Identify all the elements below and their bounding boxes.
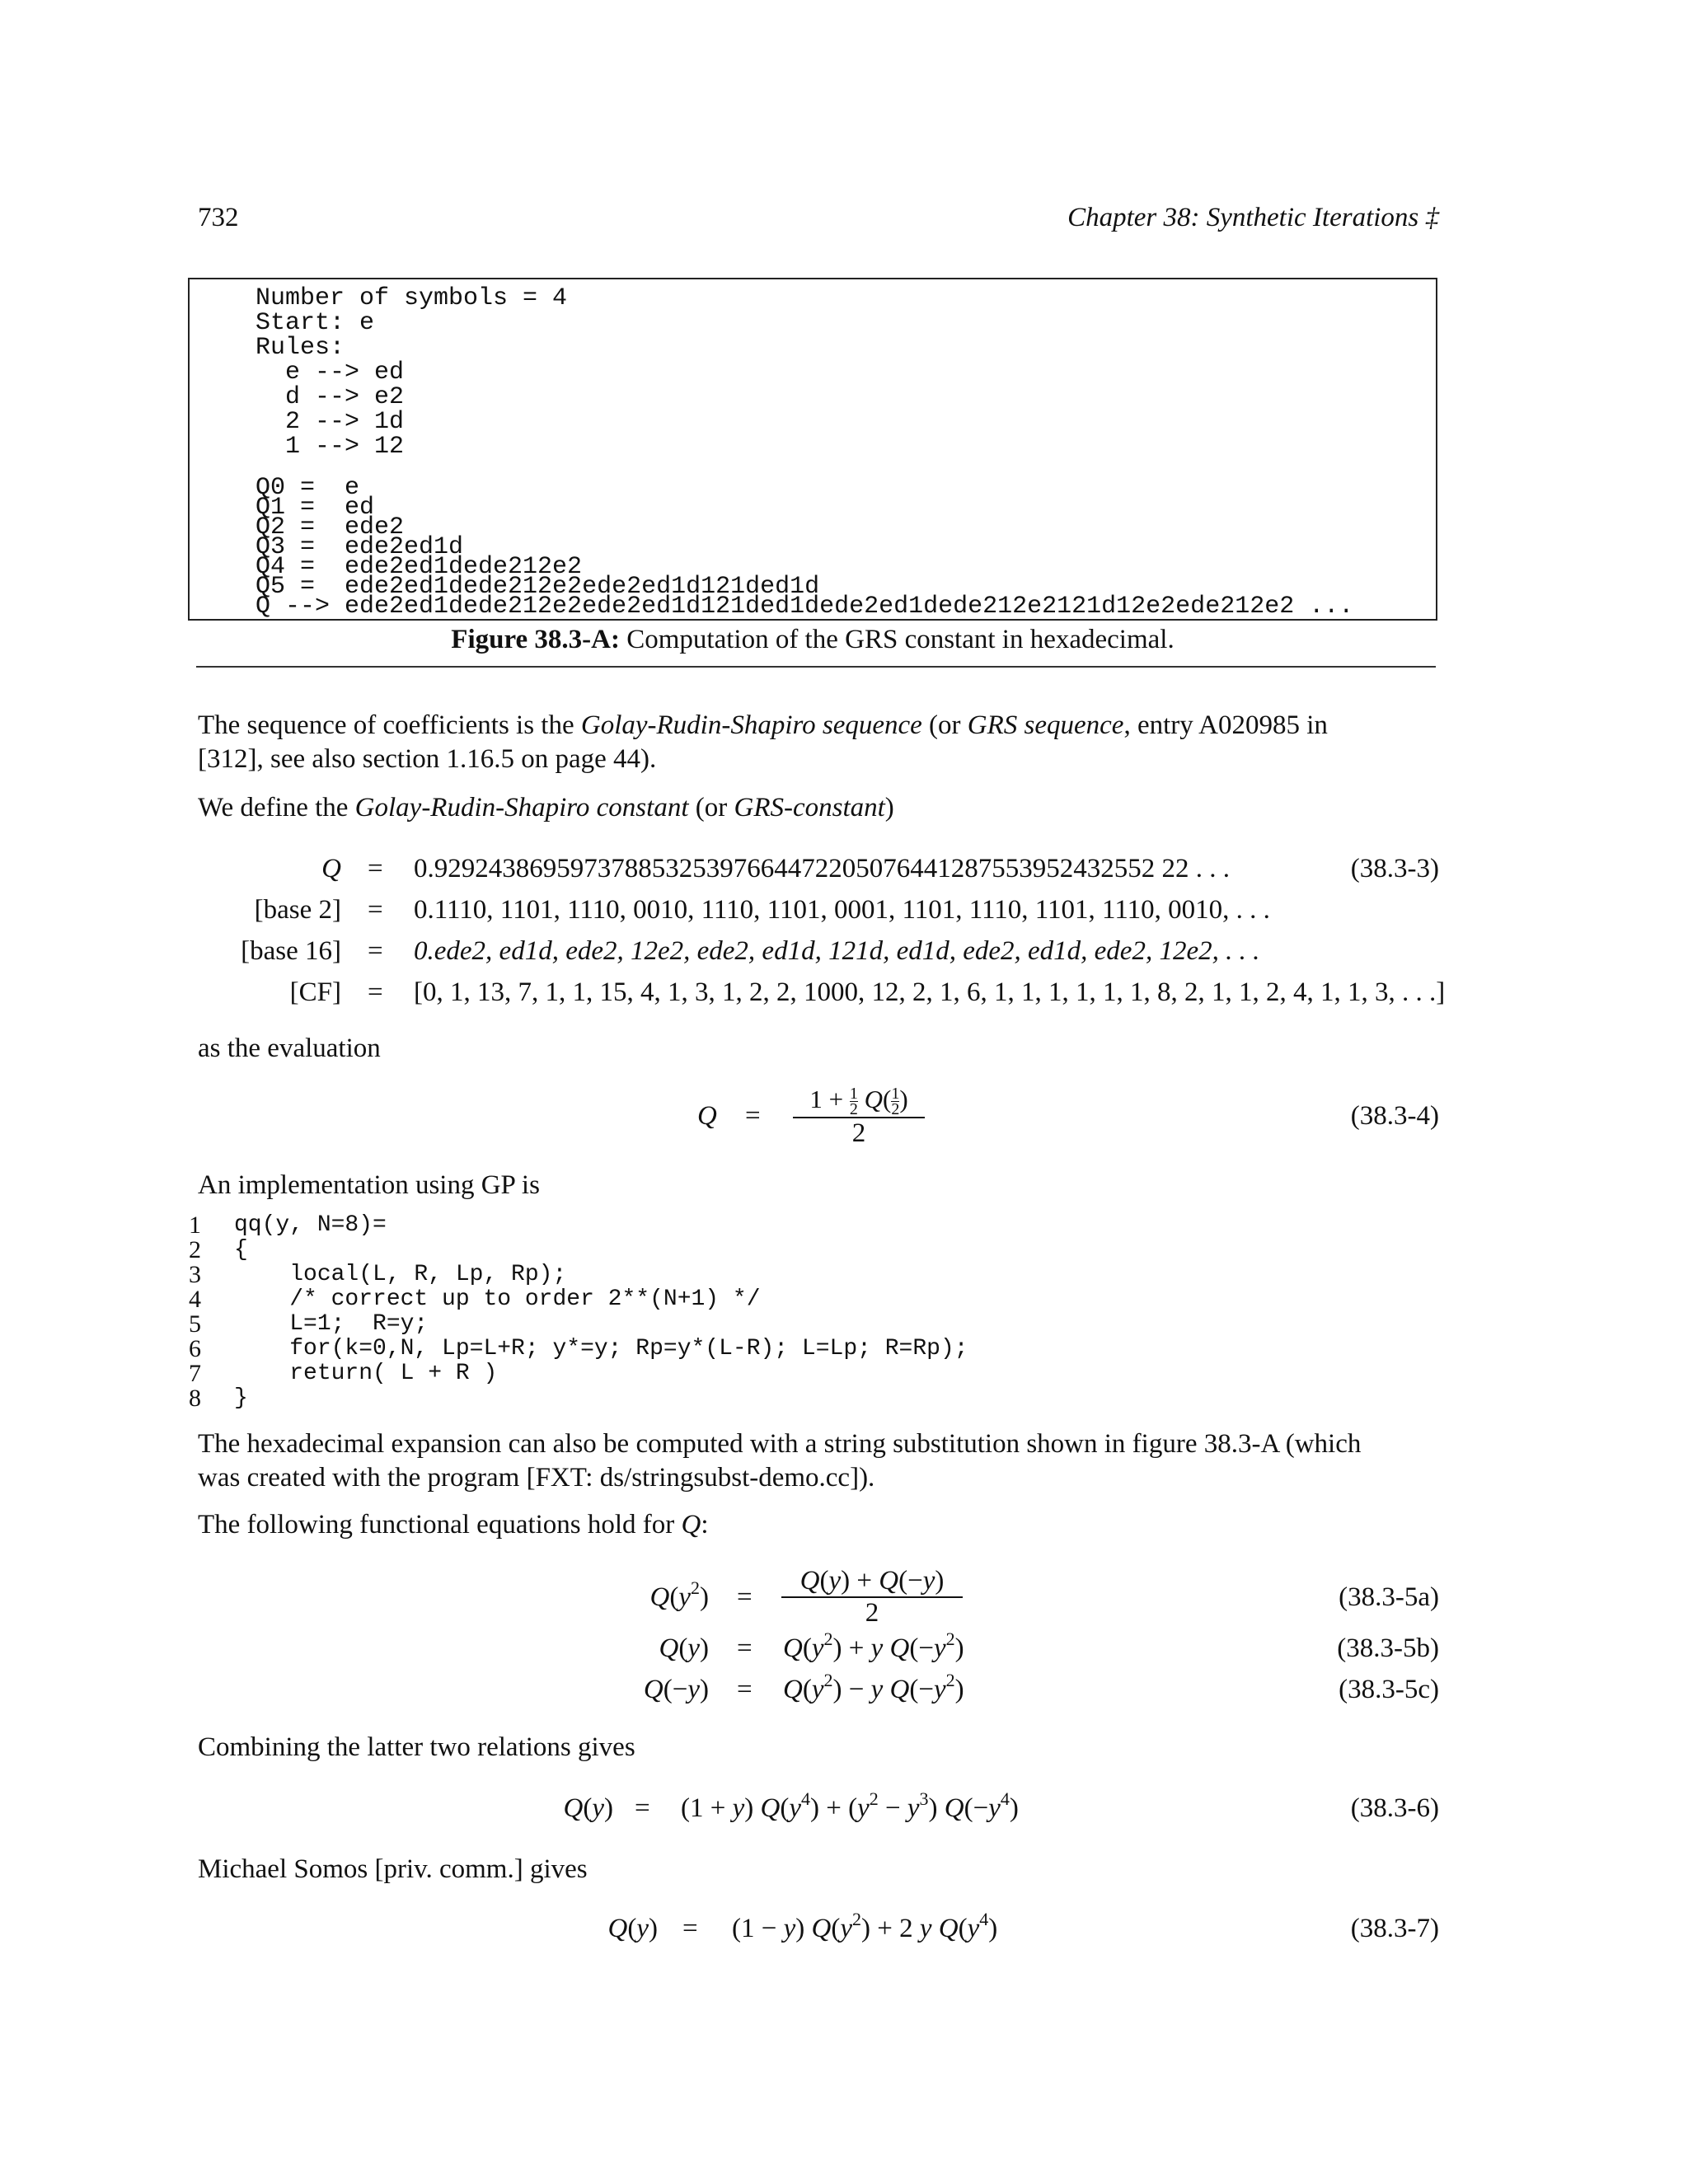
code-line: /* correct up to order 2**(N+1) */ <box>234 1286 761 1312</box>
equation-number: (38.3-5b) <box>1337 1633 1439 1663</box>
text: , entry A020985 in <box>1123 710 1328 740</box>
paragraph-grs-constant <box>198 791 1438 825</box>
math-symbol: Q <box>681 1510 701 1540</box>
code-line-number: 1 <box>189 1212 201 1239</box>
equation-lhs: Q <box>321 854 341 883</box>
equation-lhs: $Q(y^2)$ <box>649 1577 709 1612</box>
equation-block <box>0 1085 1688 1159</box>
equation-number: (38.3-7) <box>1350 1914 1439 1943</box>
equation-lhs: Q(y) <box>563 1793 613 1823</box>
paragraph-hex-expansion <box>198 1427 1438 1495</box>
figure-line: Q1 = ed <box>256 494 375 522</box>
code-line: qq(y, N=8)= <box>234 1212 387 1238</box>
equals-sign: = <box>737 1633 753 1663</box>
equals-sign: = <box>745 1101 761 1131</box>
equals-sign: = <box>682 1914 698 1943</box>
equation-row <box>0 854 1688 887</box>
fraction: 1 + 1 2 Q(1 2 ) 2 <box>793 1085 925 1149</box>
paragraph-somos: Michael Somos [priv. comm.] gives <box>198 1854 588 1884</box>
code-line-number: 5 <box>189 1310 201 1338</box>
equals-sign: = <box>737 1675 753 1704</box>
equation-row <box>0 977 1688 1010</box>
figure-line: Rules: <box>256 334 345 362</box>
code-line-number: 8 <box>189 1385 201 1412</box>
text: ) <box>884 793 894 823</box>
text: The sequence of coefficients is the <box>198 710 581 740</box>
figure-line: d --> e2 <box>256 383 405 411</box>
paragraph-evaluation: as the evaluation <box>198 1033 381 1063</box>
code-line: return( L + R ) <box>234 1361 498 1386</box>
fraction: Q(y) + Q(−y) 2 <box>781 1566 963 1629</box>
equation-lhs: Q(y) <box>607 1914 658 1943</box>
equation-rhs: (1 + y) $Q(y^4) + (y^2 - y^3)$ $Q(-y^4)$ <box>681 1788 1019 1823</box>
equation-rhs: 0.ede2, ed1d, ede2, 12e2, ede2, ed1d, 121d, ed1d, ede2, ed1d, ede2, 12e2, . . . <box>414 936 1260 966</box>
equation-rhs: $Q(y^2) + y$ $Q(-y^2)$ <box>783 1629 964 1663</box>
equation-lhs: [base 2] <box>254 895 341 925</box>
equation-row <box>0 1909 1688 1947</box>
equation-number: (38.3-6) <box>1350 1793 1439 1823</box>
equation-rhs: [0, 1, 13, 7, 1, 1, 15, 4, 1, 3, 1, 2, 2, 1000, 12, 2, 1, 6, 1, 1, 1, 1, 1, 1, 8, 2, 1, 1, 2, 4, 1, 1, 3, . . .] <box>414 977 1446 1007</box>
equals-sign: = <box>635 1793 650 1823</box>
equation-rhs: (1 − y) $Q(y^2) + 2$ y $Q(y^4)$ <box>732 1909 998 1943</box>
equation-number: (38.3-5c) <box>1339 1675 1439 1704</box>
figure-line: 2 --> 1d <box>256 408 405 436</box>
figure-line: Q3 = ede2ed1d <box>256 533 464 561</box>
equals-sign: = <box>368 895 383 925</box>
emph-text: GRS sequence <box>967 710 1124 740</box>
paragraph-gp-intro: An implementation using GP is <box>198 1170 540 1200</box>
equation-row <box>0 1629 1688 1666</box>
code-line-number: 7 <box>189 1360 201 1387</box>
text: was created with the program [FXT: ds/stringsubst-demo.cc]). <box>198 1463 875 1493</box>
equation-number: (38.3-3) <box>1350 854 1439 883</box>
figure-line: Number of symbols = 4 <box>256 284 568 312</box>
paragraph-grs-sequence <box>198 709 1438 776</box>
figure-line: e --> ed <box>256 359 405 387</box>
code-line-number: 6 <box>189 1335 201 1362</box>
equals-sign: = <box>368 936 383 966</box>
code-line-number: 3 <box>189 1261 201 1288</box>
page-number: 732 <box>198 203 239 232</box>
emph-text: Golay-Rudin-Shapiro constant <box>354 793 689 823</box>
figure-line: 1 --> 12 <box>256 433 405 461</box>
equation-rhs: 0.92924386959737885325397664472205076441287553952432552 22 . . . <box>414 854 1230 883</box>
emph-text: GRS-constant <box>734 793 885 823</box>
math-symbol: Q <box>697 1101 717 1131</box>
running-head: Chapter 38: Synthetic Iterations ‡ <box>1067 203 1439 232</box>
text: (or <box>688 793 734 823</box>
code-line: local(L, R, Lp, Rp); <box>234 1262 567 1287</box>
text: : <box>701 1510 709 1540</box>
caption-rule <box>196 666 1436 668</box>
figure-caption-text: Computation of the GRS constant in hexadecimal. <box>619 625 1175 654</box>
equals-sign: = <box>737 1582 753 1612</box>
equation-row <box>0 1670 1688 1708</box>
equation-lhs: [CF] <box>289 977 341 1007</box>
emph-text: Golay-Rudin-Shapiro sequence <box>580 710 922 740</box>
equation-rhs: $Q(y^2) - y$ $Q(-y^2)$ <box>783 1670 964 1704</box>
code-line-number: 2 <box>189 1236 201 1263</box>
equation-lhs: [base 16] <box>241 936 341 966</box>
text: We define the <box>198 793 355 823</box>
figure-line: Q --> ede2ed1dede212e2ede2ed1d121ded1dede2ed1dede212e2121d12e2ede212e2 ... <box>256 593 1354 621</box>
figure-line: Q0 = e <box>256 474 360 502</box>
equation-number: (38.3-5a) <box>1339 1582 1439 1612</box>
figure-line: Q4 = ede2ed1dede212e2 <box>256 553 583 581</box>
text: [312], see also section 1.16.5 on page 44). <box>198 744 657 774</box>
text: (or <box>921 710 968 740</box>
code-listing <box>181 1213 1006 1419</box>
code-line: for(k=0,N, Lp=L+R; y*=y; Rp=y*(L-R); L=Lp; R=Rp); <box>234 1336 968 1361</box>
figure-caption <box>188 625 1437 655</box>
text: The hexadecimal expansion can also be computed with a string substitution shown in figure 38.3-A (which <box>198 1429 1362 1459</box>
code-line: { <box>234 1237 248 1263</box>
figure-line: Q2 = ede2 <box>256 513 405 541</box>
equation-row <box>0 1566 1688 1632</box>
figure-line: Q5 = ede2ed1dede212e2ede2ed1d121ded1d <box>256 573 820 601</box>
code-line-number: 4 <box>189 1286 201 1313</box>
equation-lhs: Q(−y) <box>643 1675 709 1704</box>
figure-line: Start: e <box>256 309 375 337</box>
paragraph-combining: Combining the latter two relations gives <box>198 1732 635 1762</box>
equation-row <box>0 1788 1688 1826</box>
figure-caption-label: Figure 38.3-A: <box>451 625 620 654</box>
equation-rhs: 0.1110, 1101, 1110, 0010, 1110, 1101, 0001, 1101, 1110, 1101, 1110, 0010, . . . <box>414 895 1270 925</box>
code-line: L=1; R=y; <box>234 1311 429 1337</box>
equals-sign: = <box>368 854 383 883</box>
equation-lhs: Q(y) <box>659 1633 709 1663</box>
equation-row <box>0 936 1688 969</box>
equals-sign: = <box>368 977 383 1007</box>
equation-number: (38.3-4) <box>1350 1101 1439 1131</box>
code-line: } <box>234 1385 248 1411</box>
paragraph-functional-equations <box>198 1508 1438 1542</box>
equation-row <box>0 895 1688 928</box>
figure-box <box>188 278 1437 621</box>
text: The following functional equations hold for <box>198 1510 682 1540</box>
